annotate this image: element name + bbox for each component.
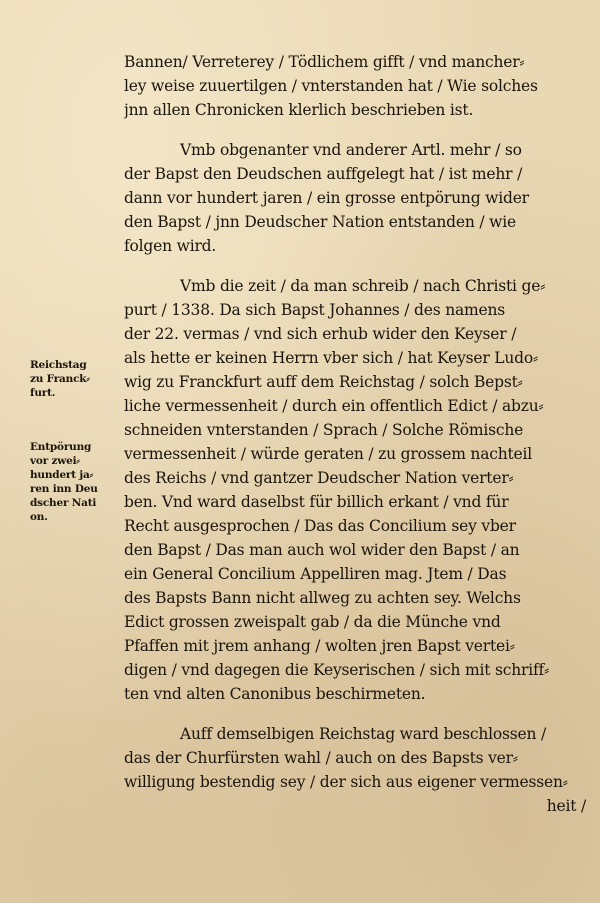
text-line: ley weise zuuertilgen / vnterstanden hat / Wie solches (124, 77, 538, 95)
paragraph-4 (124, 722, 586, 818)
margin-note-line: dscher Nati (30, 497, 97, 509)
margin-note-entporung (30, 440, 126, 524)
main-text-column (124, 50, 586, 818)
text-line: ben. Vnd ward daselbst für billich erkant / vnd für (124, 493, 509, 511)
margin-note-line: Reichstag (30, 359, 87, 371)
text-line: Bannen/ Verreterey / Tödlichem gifft / vnd mancher⸗ (124, 53, 525, 71)
text-line: den Bapst / jnn Deudscher Nation entstanden / wie (124, 213, 516, 231)
text-line: jnn allen Chronicken klerlich beschrieben ist. (124, 101, 474, 119)
text-line: Auff demselbigen Reichstag ward beschlossen / (180, 725, 547, 743)
margin-note-line: ren inn Deu (30, 483, 98, 495)
text-line: den Bapst / Das man auch wol wider den Bapst / an (124, 541, 520, 559)
margin-note-line: hundert ja⸗ (30, 469, 93, 481)
text-line: als hette er keinen Herrn vber sich / hat Keyser Ludo⸗ (124, 349, 538, 367)
text-line: Pfaffen mit jrem anhang / wolten jren Bapst vertei⸗ (124, 637, 515, 655)
margin-note-line: on. (30, 511, 48, 523)
text-line: Edict grossen zweispalt gab / da die Münche vnd (124, 613, 501, 631)
text-line: digen / vnd dagegen die Keyserischen / sich mit schriff⸗ (124, 661, 550, 679)
text-line: wig zu Franckfurt auff dem Reichstag / solch Bepst⸗ (124, 373, 523, 391)
text-line: liche vermessenheit / durch ein offentlich Edict / abzu⸗ (124, 397, 544, 415)
text-line: folgen wird. (124, 237, 217, 255)
text-line: purt / 1338. Da sich Bapst Johannes / des namens (124, 301, 506, 319)
margin-note-line: furt. (30, 387, 56, 399)
text-line: heit / (546, 797, 586, 815)
text-line: Vmb die zeit / da man schreib / nach Christi ge⸗ (180, 277, 546, 295)
margin-note-line: vor zwei⸗ (30, 455, 80, 467)
text-line: des Bapsts Bann nicht allweg zu achten sey. Welchs (124, 589, 521, 607)
text-line: schneiden vnterstanden / Sprach / Solche Römische (124, 421, 524, 439)
text-line: vermessenheit / würde geraten / zu grossem nachteil (124, 445, 533, 463)
text-line: das der Churfürsten wahl / auch on des Bapsts ver⸗ (124, 749, 518, 767)
text-line: willigung bestendig sey / der sich aus eigener vermessen⸗ (124, 773, 568, 791)
text-line: ten vnd alten Canonibus beschirmeten. (124, 685, 426, 703)
text-line: der Bapst den Deudschen auffgelegt hat / ist mehr / (124, 165, 523, 183)
text-line: Recht ausgesprochen / Das das Concilium sey vber (124, 517, 516, 535)
text-line: Vmb obgenanter vnd anderer Artl. mehr / so (180, 141, 522, 159)
text-line: dann vor hundert jaren / ein grosse entpörung wider (124, 189, 529, 207)
margin-note-line: zu Franck⸗ (30, 373, 90, 385)
text-line: des Reichs / vnd gantzer Deudscher Nation verter⸗ (124, 469, 514, 487)
paragraph-3 (124, 274, 586, 706)
margin-note-reichstag (30, 358, 126, 400)
text-line: ein General Concilium Appelliren mag. Jtem / Das (124, 565, 507, 583)
text-line: der 22. vermas / vnd sich erhub wider den Keyser / (124, 325, 517, 343)
paragraph-1 (124, 50, 586, 122)
margin-note-line: Entpörung (30, 441, 92, 453)
paragraph-2 (124, 138, 586, 258)
